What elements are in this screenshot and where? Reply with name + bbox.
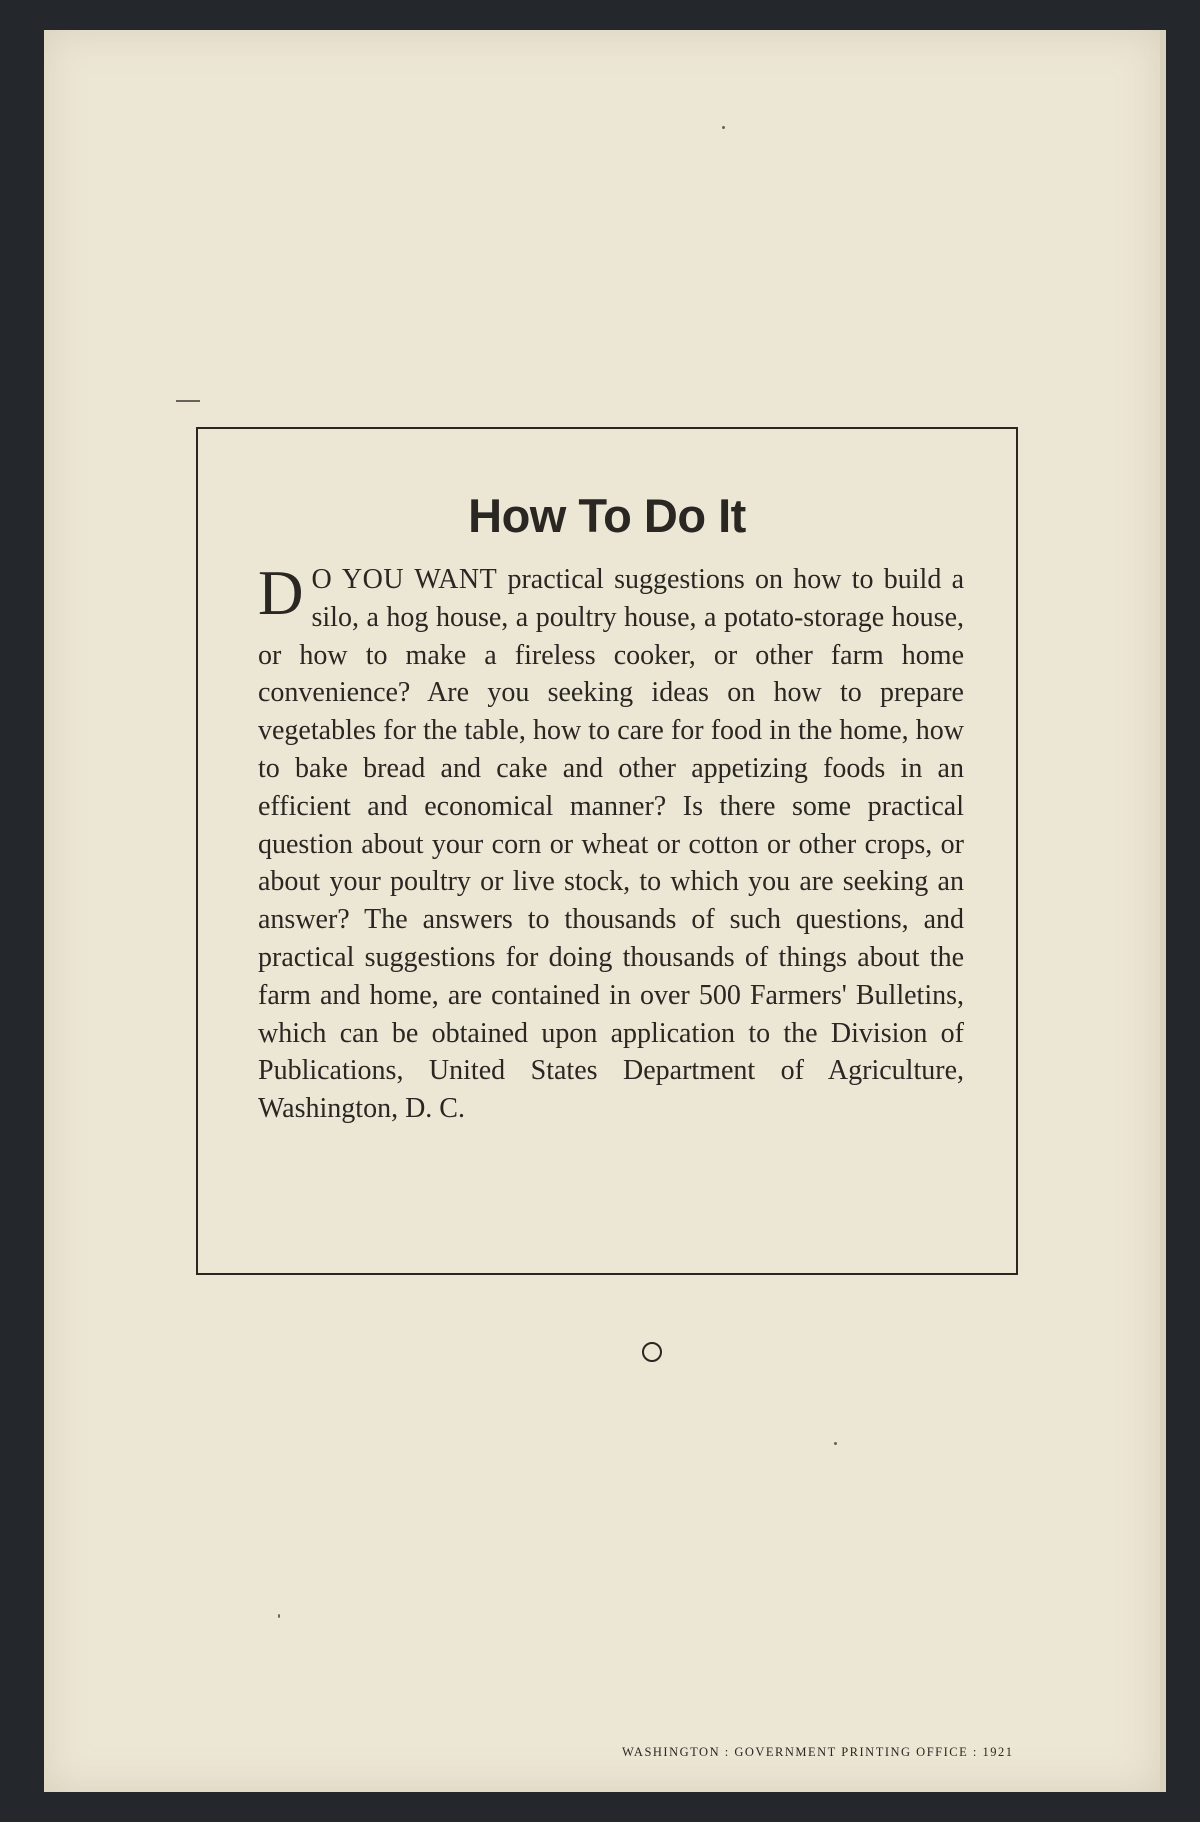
notice-box — [196, 427, 1018, 1275]
drop-cap: D — [258, 558, 304, 628]
document-page — [44, 30, 1166, 1792]
notice-body — [258, 558, 964, 1128]
circle-ornament — [642, 1342, 662, 1362]
print-speck — [176, 400, 200, 402]
print-speck — [834, 1442, 837, 1445]
print-speck — [278, 1614, 280, 1618]
notice-title: How To Do It — [468, 489, 746, 542]
print-speck — [722, 126, 725, 129]
printer-imprint: WASHINGTON : GOVERNMENT PRINTING OFFICE : 1921 — [622, 1745, 1014, 1759]
lead-in: O YOU WANT — [311, 564, 498, 595]
body-text: practical suggestions on how to build a silo, a hog house, a poultry house, a potato-storage house, or how to make a fireless cooker, or other farm home convenience? Are you seeking ideas on how to prepare vegetables for the table, how to care for food in the home, how to bake bread and cake and other appetizing foods in an efficient and economical manner? Is there some practical question about your corn or wheat or cotton or other crops, or about your poultry or live stock, to which you are seeking an answer? The answers to thousands of such questions, and practical suggestions for doing thousands of things about the farm and home, are contained in over 500 Farmers' Bulletins, which can be obtained upon application to the Division of Publications, United States Department of Agriculture, Washington, D. C. — [258, 564, 964, 1125]
